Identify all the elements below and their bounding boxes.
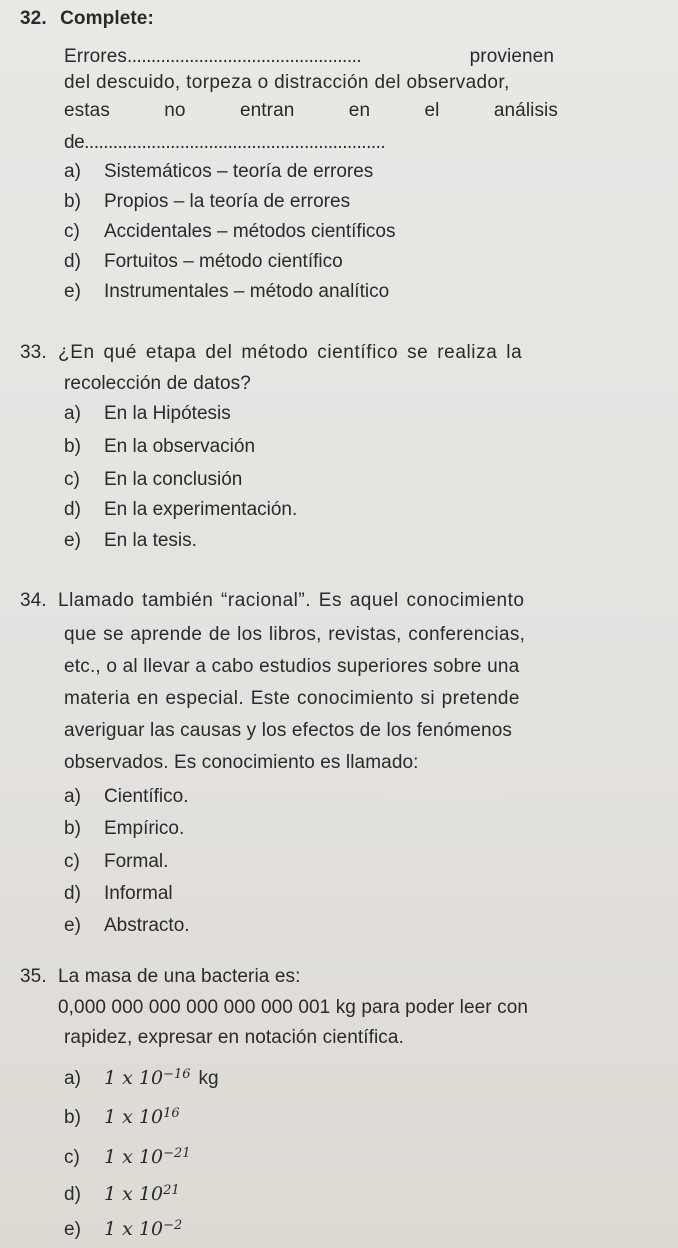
- q34-line: etc., o al llevar a cabo estudios superiores sobre una: [64, 656, 520, 677]
- q32-line1: [64, 46, 554, 68]
- q34-option-d[interactable]: [64, 883, 173, 905]
- math-base: 1 x 10: [104, 1106, 164, 1128]
- option-math: [104, 1218, 182, 1243]
- q35-option-e[interactable]: [64, 1218, 182, 1243]
- option-letter: b): [64, 436, 81, 457]
- option-text: En la observación: [104, 436, 256, 457]
- option-letter: e): [64, 915, 81, 936]
- q32-line3-word: no: [164, 100, 186, 121]
- option-text: Sistemáticos – teoría de errores: [104, 161, 374, 182]
- q33-line2: recolección de datos?: [64, 373, 251, 394]
- option-letter: c): [64, 469, 80, 490]
- option-letter: e): [64, 1219, 81, 1240]
- option-text: Fortuitos – método científico: [104, 251, 343, 272]
- math-base: 1 x 10: [104, 1218, 164, 1240]
- option-letter: a): [64, 161, 81, 182]
- option-text: Instrumentales – método analítico: [104, 281, 390, 302]
- option-text: Empírico.: [104, 818, 185, 839]
- q33-option-b[interactable]: [64, 436, 255, 458]
- option-math: [104, 1106, 180, 1131]
- option-letter: a): [64, 786, 81, 807]
- q32-line3-word: en: [348, 100, 371, 121]
- option-text: Abstracto.: [104, 915, 190, 936]
- q32-line1-dots: .................................................: [127, 46, 362, 67]
- q32-option-c[interactable]: [64, 221, 396, 243]
- math-exponent: 16: [163, 1106, 180, 1121]
- q32-header: [20, 8, 154, 30]
- math-unit: kg: [198, 1068, 219, 1089]
- q33-option-c[interactable]: [64, 469, 242, 491]
- q35-option-d[interactable]: [64, 1183, 180, 1208]
- q32-line3-word: el: [424, 100, 440, 121]
- q35-line3: rapidez, expresar en notación científica.: [64, 1027, 404, 1048]
- q32-line1-right: provienen: [469, 46, 554, 67]
- math-exponent: −2: [163, 1218, 183, 1233]
- option-letter: b): [64, 191, 81, 212]
- option-text: En la Hipótesis: [104, 403, 231, 424]
- option-text: Formal.: [104, 851, 169, 872]
- q32-option-a[interactable]: [64, 161, 373, 183]
- q32-line3-word: análisis: [493, 100, 558, 121]
- option-letter: c): [64, 221, 80, 242]
- q34-line: observados. Es conocimiento es llamado:: [64, 752, 419, 773]
- math-exponent: −21: [163, 1146, 191, 1161]
- option-letter: c): [64, 851, 80, 872]
- option-letter: a): [64, 1068, 81, 1089]
- q32-number: 32.: [20, 8, 47, 29]
- q32-line3: [64, 100, 558, 122]
- option-letter: c): [64, 1147, 80, 1168]
- q32-heading: Complete:: [60, 8, 154, 29]
- q34-line: materia en especial. Este conocimiento si pretende: [64, 688, 520, 709]
- option-text: Científico.: [104, 786, 189, 807]
- option-text: Propios – la teoría de errores: [104, 191, 351, 212]
- math-base: 1 x 10: [104, 1183, 164, 1205]
- q33-number: 33.: [20, 342, 47, 363]
- option-letter: d): [64, 883, 81, 904]
- q34-line: Llamado también “racional”. Es aquel conocimiento: [58, 590, 525, 611]
- option-text: En la tesis.: [104, 530, 197, 551]
- option-letter: d): [64, 499, 81, 520]
- q35-option-a[interactable]: [64, 1067, 219, 1092]
- option-letter: e): [64, 281, 81, 302]
- q34-option-c[interactable]: [64, 851, 168, 873]
- q34-option-a[interactable]: [64, 786, 188, 808]
- q32-option-b[interactable]: [64, 191, 350, 213]
- math-base: 1 x 10: [104, 1067, 164, 1089]
- option-letter: b): [64, 818, 81, 839]
- q35-line1: La masa de una bacteria es:: [58, 966, 301, 987]
- q34-line: averiguar las causas y los efectos de los fenómenos: [64, 720, 513, 741]
- q33-option-e[interactable]: [64, 530, 197, 552]
- option-letter: a): [64, 403, 81, 424]
- q33-line1: ¿En qué etapa del método científico se realiza la: [58, 342, 523, 363]
- q34-line: que se aprende de los libros, revistas, conferencias,: [64, 624, 526, 645]
- q32-line3-word: entran: [239, 100, 295, 121]
- q32-line3-word: estas: [64, 100, 110, 121]
- option-math: [104, 1067, 191, 1092]
- option-text: En la conclusión: [104, 469, 243, 490]
- option-letter: e): [64, 530, 81, 551]
- q34-option-b[interactable]: [64, 818, 184, 840]
- q34-number: 34.: [20, 590, 47, 611]
- option-letter: b): [64, 1107, 81, 1128]
- option-text: Accidentales – métodos científicos: [104, 221, 396, 242]
- q32-line4: de...............................................................: [64, 132, 386, 153]
- q33-option-a[interactable]: [64, 403, 231, 425]
- q32-option-d[interactable]: [64, 251, 343, 273]
- q35-option-b[interactable]: [64, 1106, 180, 1131]
- math-exponent: 21: [163, 1183, 180, 1198]
- q34-option-e[interactable]: [64, 915, 190, 937]
- option-text: En la experimentación.: [104, 499, 298, 520]
- q32-line1-left: Errores: [64, 46, 127, 67]
- option-letter: d): [64, 251, 81, 272]
- math-base: 1 x 10: [104, 1146, 164, 1168]
- math-exponent: −16: [163, 1067, 191, 1082]
- q33-option-d[interactable]: [64, 499, 297, 521]
- option-math: [104, 1146, 191, 1171]
- option-text: Informal: [104, 883, 173, 904]
- option-letter: d): [64, 1184, 81, 1205]
- q32-line2: del descuido, torpeza o distracción del observador,: [64, 72, 510, 93]
- option-math: [104, 1183, 180, 1208]
- q35-number: 35.: [20, 966, 47, 987]
- q35-line2: 0,000 000 000 000 000 000 001 kg para poder leer con: [58, 997, 529, 1018]
- q32-option-e[interactable]: [64, 281, 389, 303]
- q35-option-c[interactable]: [64, 1146, 191, 1171]
